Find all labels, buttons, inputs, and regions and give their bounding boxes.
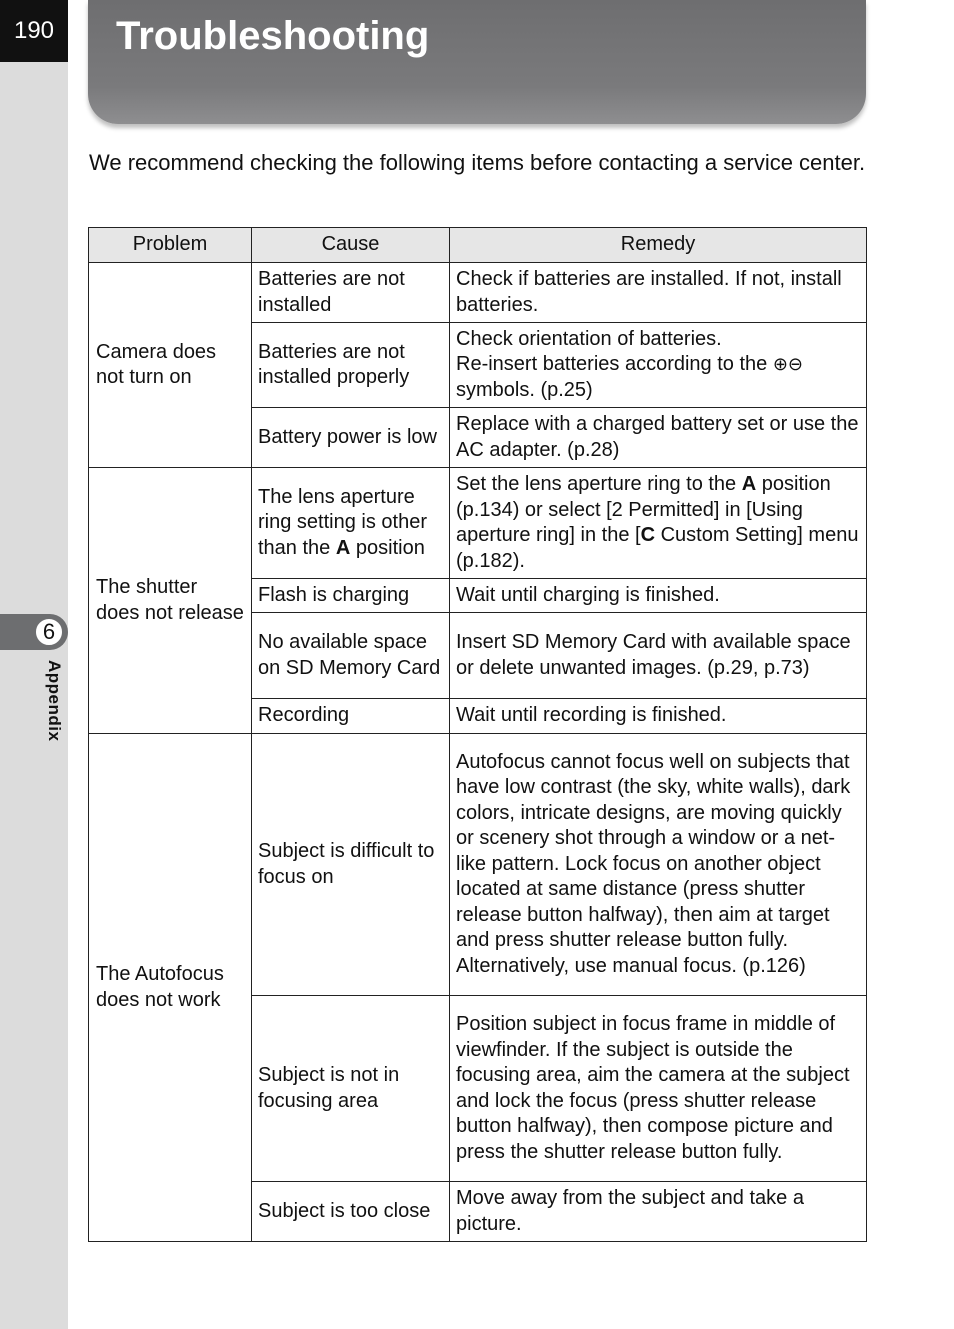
- remedy-cell: [450, 323, 867, 408]
- cause-cell: Subject is not in focusing area: [252, 996, 450, 1182]
- remedy-text: Re-insert batteries according to the: [456, 353, 768, 376]
- remedy-cell: Autofocus cannot focus well on subjects that have low contrast (the sky, white walls), dark colors, intricate designs, are moving quickly or scenery shot through a window or a net-like pattern. Lock focus on another object located at same distance (press shutter release button halfway), then aim at target and press shutter release button fully. Alternatively, use manual focus. (p.126): [450, 734, 867, 996]
- table-header-row: [89, 228, 867, 263]
- intro-text: We recommend checking the following items before contacting a service center.: [89, 150, 866, 175]
- custom-setting-c-icon: C: [640, 524, 656, 546]
- chapter-label: Appendix: [45, 660, 64, 742]
- column-header-cause: Cause: [252, 228, 450, 263]
- cause-text: position: [355, 536, 425, 559]
- cause-cell: [252, 468, 450, 579]
- table-row: [89, 263, 867, 323]
- cause-cell: Flash is charging: [252, 579, 450, 613]
- cause-text: The lens aperture ring setting is other than the: [258, 485, 427, 559]
- cause-cell: Batteries are not installed properly: [252, 323, 450, 408]
- problem-cell: Camera does not turn on: [89, 263, 252, 468]
- problem-cell: The Autofocus does not work: [89, 734, 252, 1242]
- cause-cell: Recording: [252, 699, 450, 734]
- remedy-text: symbols. (p.25): [456, 378, 593, 401]
- cause-cell: Subject is difficult to focus on: [252, 734, 450, 996]
- chapter-number: 6: [34, 617, 64, 647]
- remedy-cell: [450, 468, 867, 579]
- page-number: 190: [0, 0, 68, 62]
- table-row: [89, 468, 867, 579]
- remedy-cell: Wait until recording is finished.: [450, 699, 867, 734]
- table-row: [89, 734, 867, 996]
- remedy-cell: Move away from the subject and take a picture.: [450, 1182, 867, 1242]
- problem-cell: The shutter does not release: [89, 468, 252, 734]
- column-header-remedy: Remedy: [450, 228, 867, 263]
- column-header-problem: Problem: [89, 228, 252, 263]
- battery-polarity-icon: ⊕⊖: [772, 354, 804, 375]
- remedy-text: Set the lens aperture ring to the: [456, 473, 737, 495]
- remedy-cell: Replace with a charged battery set or use the AC adapter. (p.28): [450, 408, 867, 468]
- cause-cell: Subject is too close: [252, 1182, 450, 1242]
- cause-cell: No available space on SD Memory Card: [252, 613, 450, 699]
- troubleshooting-table: [88, 227, 867, 1242]
- remedy-text: Custom Setting] menu (p.182).: [456, 524, 859, 572]
- aperture-a-symbol: A: [741, 473, 757, 495]
- remedy-cell: Insert SD Memory Card with available space or delete unwanted images. (p.29, p.73): [450, 613, 867, 699]
- remedy-cell: Check if batteries are installed. If not, install batteries.: [450, 263, 867, 323]
- remedy-text: Check orientation of batteries.: [456, 327, 722, 350]
- page-title: Troubleshooting: [116, 14, 430, 58]
- remedy-cell: Wait until charging is finished.: [450, 579, 867, 613]
- aperture-a-symbol: A: [335, 536, 351, 559]
- remedy-text: position (p.134) or select [2 Permitted] in [Using aperture ring] in the [: [456, 473, 831, 546]
- remedy-cell: Position subject in focus frame in middle of viewfinder. If the subject is outside the focusing area, aim the camera at the subject and lock the focus (press shutter release button halfway), then compose picture and press the shutter release button fully.: [450, 996, 867, 1182]
- cause-cell: Batteries are not installed: [252, 263, 450, 323]
- cause-cell: Battery power is low: [252, 408, 450, 468]
